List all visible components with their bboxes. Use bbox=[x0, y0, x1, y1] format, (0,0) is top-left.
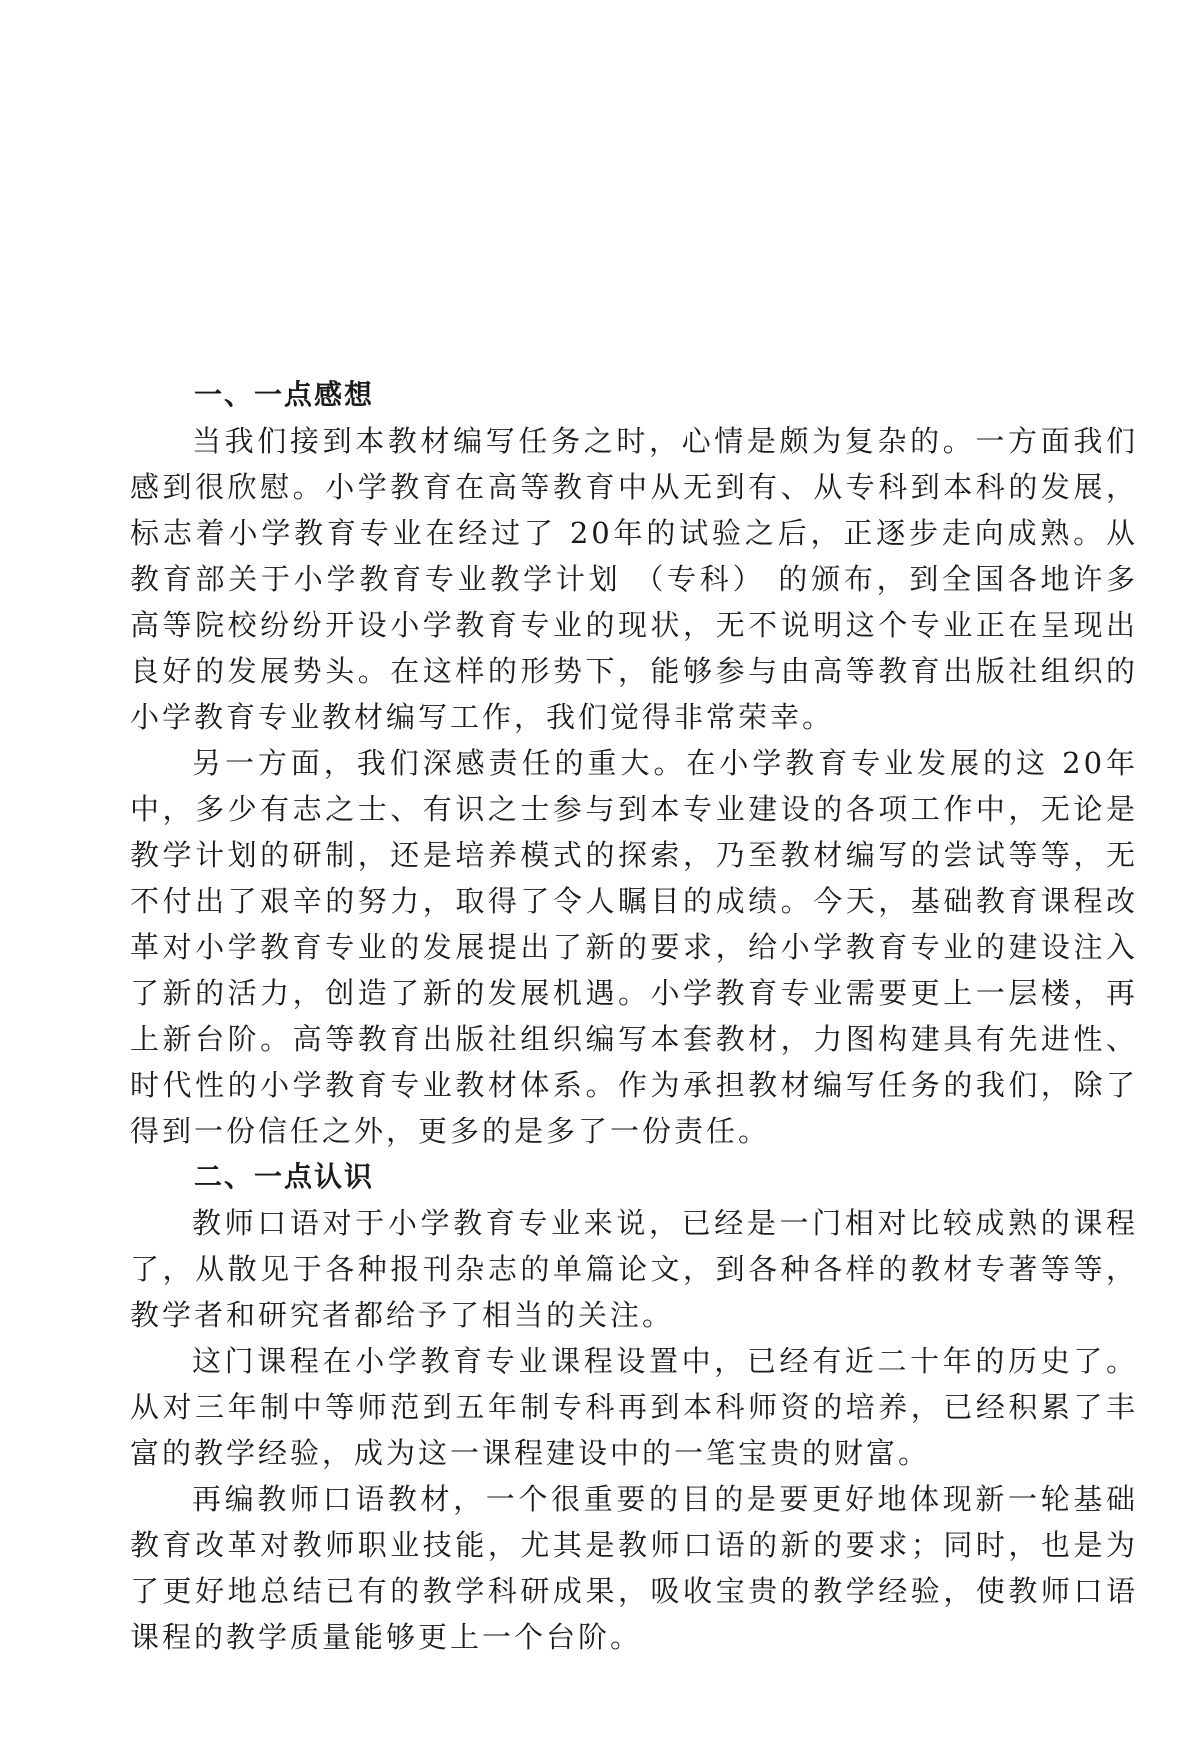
document-body bbox=[130, 372, 1138, 1660]
paragraph-2-1: 教师口语对于小学教育专业来说，已经是一门相对比较成熟的课程了，从散见于各种报刊杂志的单篇论文，到各种各样的教材专著等等，教学者和研究者都给予了相当的关注。 bbox=[130, 1206, 1138, 1332]
paragraph-1-1: 当我们接到本教材编写任务之时，心情是颇为复杂的。一方面我们感到很欣慰。小学教育在高等教育中从无到有、从专科到本科的发展，标志着小学教育专业在经过了 20年的试验之后，正逐步走向成熟。从教育部关于小学教育专业教学计划 （专科） 的颁布，到全国各地许多高等院校纷纷开设小学教育专业的现状，无不说明这个专业正在呈现出良好的发展势头。在这样的形势下，能够参与由高等教育出版社组织的小学教育专业教材编写工作，我们觉得非常荣幸。 bbox=[130, 424, 1138, 734]
section-heading-1: 一、一点感想 bbox=[194, 378, 375, 411]
paragraph-1-2: 另一方面，我们深感责任的重大。在小学教育专业发展的这 20年中，多少有志之士、有识之士参与到本专业建设的各项工作中，无论是教学计划的研制，还是培养模式的探索，乃至教材编写的尝试等等，无不付出了艰辛的努力，取得了令人瞩目的成绩。今天，基础教育课程改革对小学教育专业的发展提出了新的要求，给小学教育专业的建设注入了新的活力，创造了新的发展机遇。小学教育专业需要更上一层楼，再上新台阶。高等教育出版社组织编写本套教材，力图构建具有先进性、时代性的小学教育专业教材体系。作为承担教材编写任务的我们，除了得到一份信任之外，更多的是多了一份责任。 bbox=[130, 746, 1138, 1148]
paragraph-2-3: 再编教师口语教材，一个很重要的目的是要更好地体现新一轮基础教育改革对教师职业技能，尤其是教师口语的新的要求；同时，也是为了更好地总结已有的教学科研成果，吸收宝贵的教学经验，使教师口语课程的教学质量能够更上一个台阶。 bbox=[130, 1482, 1138, 1654]
section-heading-2: 二、一点认识 bbox=[194, 1160, 375, 1193]
paragraph-2-2: 这门课程在小学教育专业课程设置中，已经有近二十年的历史了。从对三年制中等师范到五年制专科再到本科师资的培养，已经积累了丰富的教学经验，成为这一课程建设中的一笔宝贵的财富。 bbox=[130, 1344, 1138, 1470]
